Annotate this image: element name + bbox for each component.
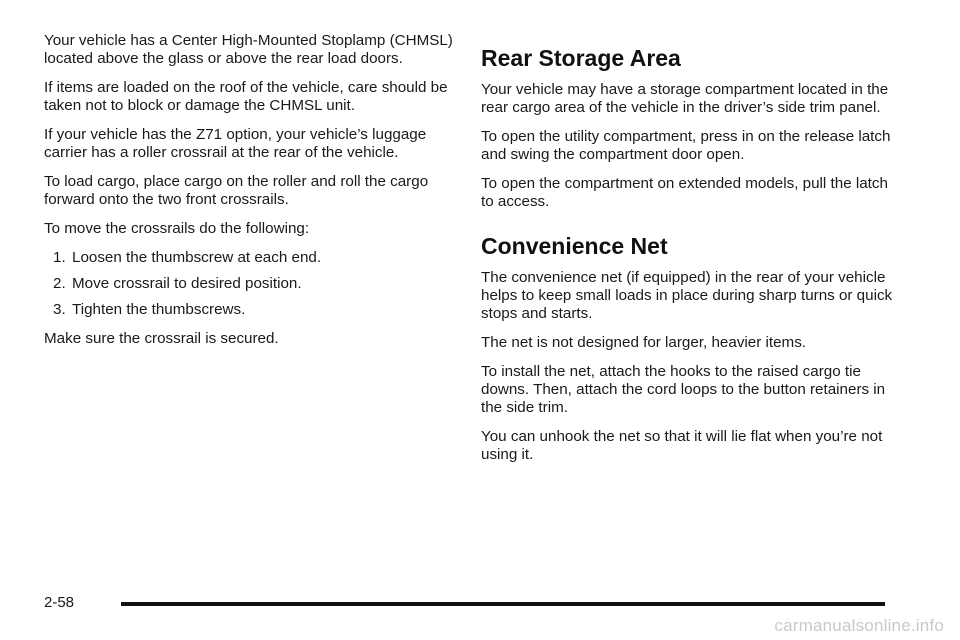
paragraph-chmsl-care: If items are loaded on the roof of the vehicle, care should be taken not to block or damage the CHMSL unit.	[44, 79, 448, 114]
page-number: 2-58	[44, 594, 75, 611]
paragraph-z71-option: If your vehicle has the Z71 option, your vehicle’s luggage carrier has a roller crossrail at the rear of the vehicle.	[44, 126, 427, 161]
footer-rule	[121, 602, 885, 606]
paragraph-load-cargo: To load cargo, place cargo on the roller and roll the cargo forward onto the two front crossrails.	[44, 173, 429, 208]
paragraph-move-crossrails: To move the crossrails do the following:	[44, 220, 310, 237]
list-item	[44, 275, 464, 293]
heading-rear-storage-area: Rear Storage Area	[481, 45, 681, 71]
right-column	[481, 32, 901, 475]
paragraph-net-purpose: The convenience net (if equipped) in the rear of your vehicle helps to keep small loads in place during sharp turns or quick stops and starts.	[481, 269, 893, 322]
paragraph-open-utility-compartment: To open the utility compartment, press in on the release latch and swing the compartment door open.	[481, 128, 891, 163]
paragraph-install-net: To install the net, attach the hooks to the raised cargo tie downs. Then, attach the cord loops to the button retainers in the side trim.	[481, 363, 886, 416]
list-item	[44, 249, 464, 267]
step-text: Move crossrail to desired position.	[72, 275, 302, 292]
step-number: 3.	[53, 301, 66, 318]
step-text: Tighten the thumbscrews.	[72, 301, 246, 318]
paragraph-chmsl-location: Your vehicle has a Center High-Mounted Stoplamp (CHMSL) located above the glass or above the rear load doors.	[44, 32, 453, 67]
heading-convenience-net: Convenience Net	[481, 233, 668, 259]
step-number: 2.	[53, 275, 66, 292]
paragraph-unhook-net: You can unhook the net so that it will lie flat when you’re not using it.	[481, 428, 883, 463]
paragraph-storage-compartment: Your vehicle may have a storage compartment located in the rear cargo area of the vehicle in the driver’s side trim panel.	[481, 81, 889, 116]
step-text: Loosen the thumbscrew at each end.	[72, 249, 322, 266]
left-column	[44, 32, 464, 359]
paragraph-crossrail-secured: Make sure the crossrail is secured.	[44, 330, 279, 347]
list-item	[44, 301, 464, 319]
paragraph-extended-models: To open the compartment on extended models, pull the latch to access.	[481, 175, 888, 210]
watermark: carmanualsonline.info	[774, 616, 944, 635]
step-number: 1.	[53, 249, 66, 266]
paragraph-net-limits: The net is not designed for larger, heavier items.	[481, 334, 807, 351]
crossrail-steps-list	[44, 249, 464, 319]
